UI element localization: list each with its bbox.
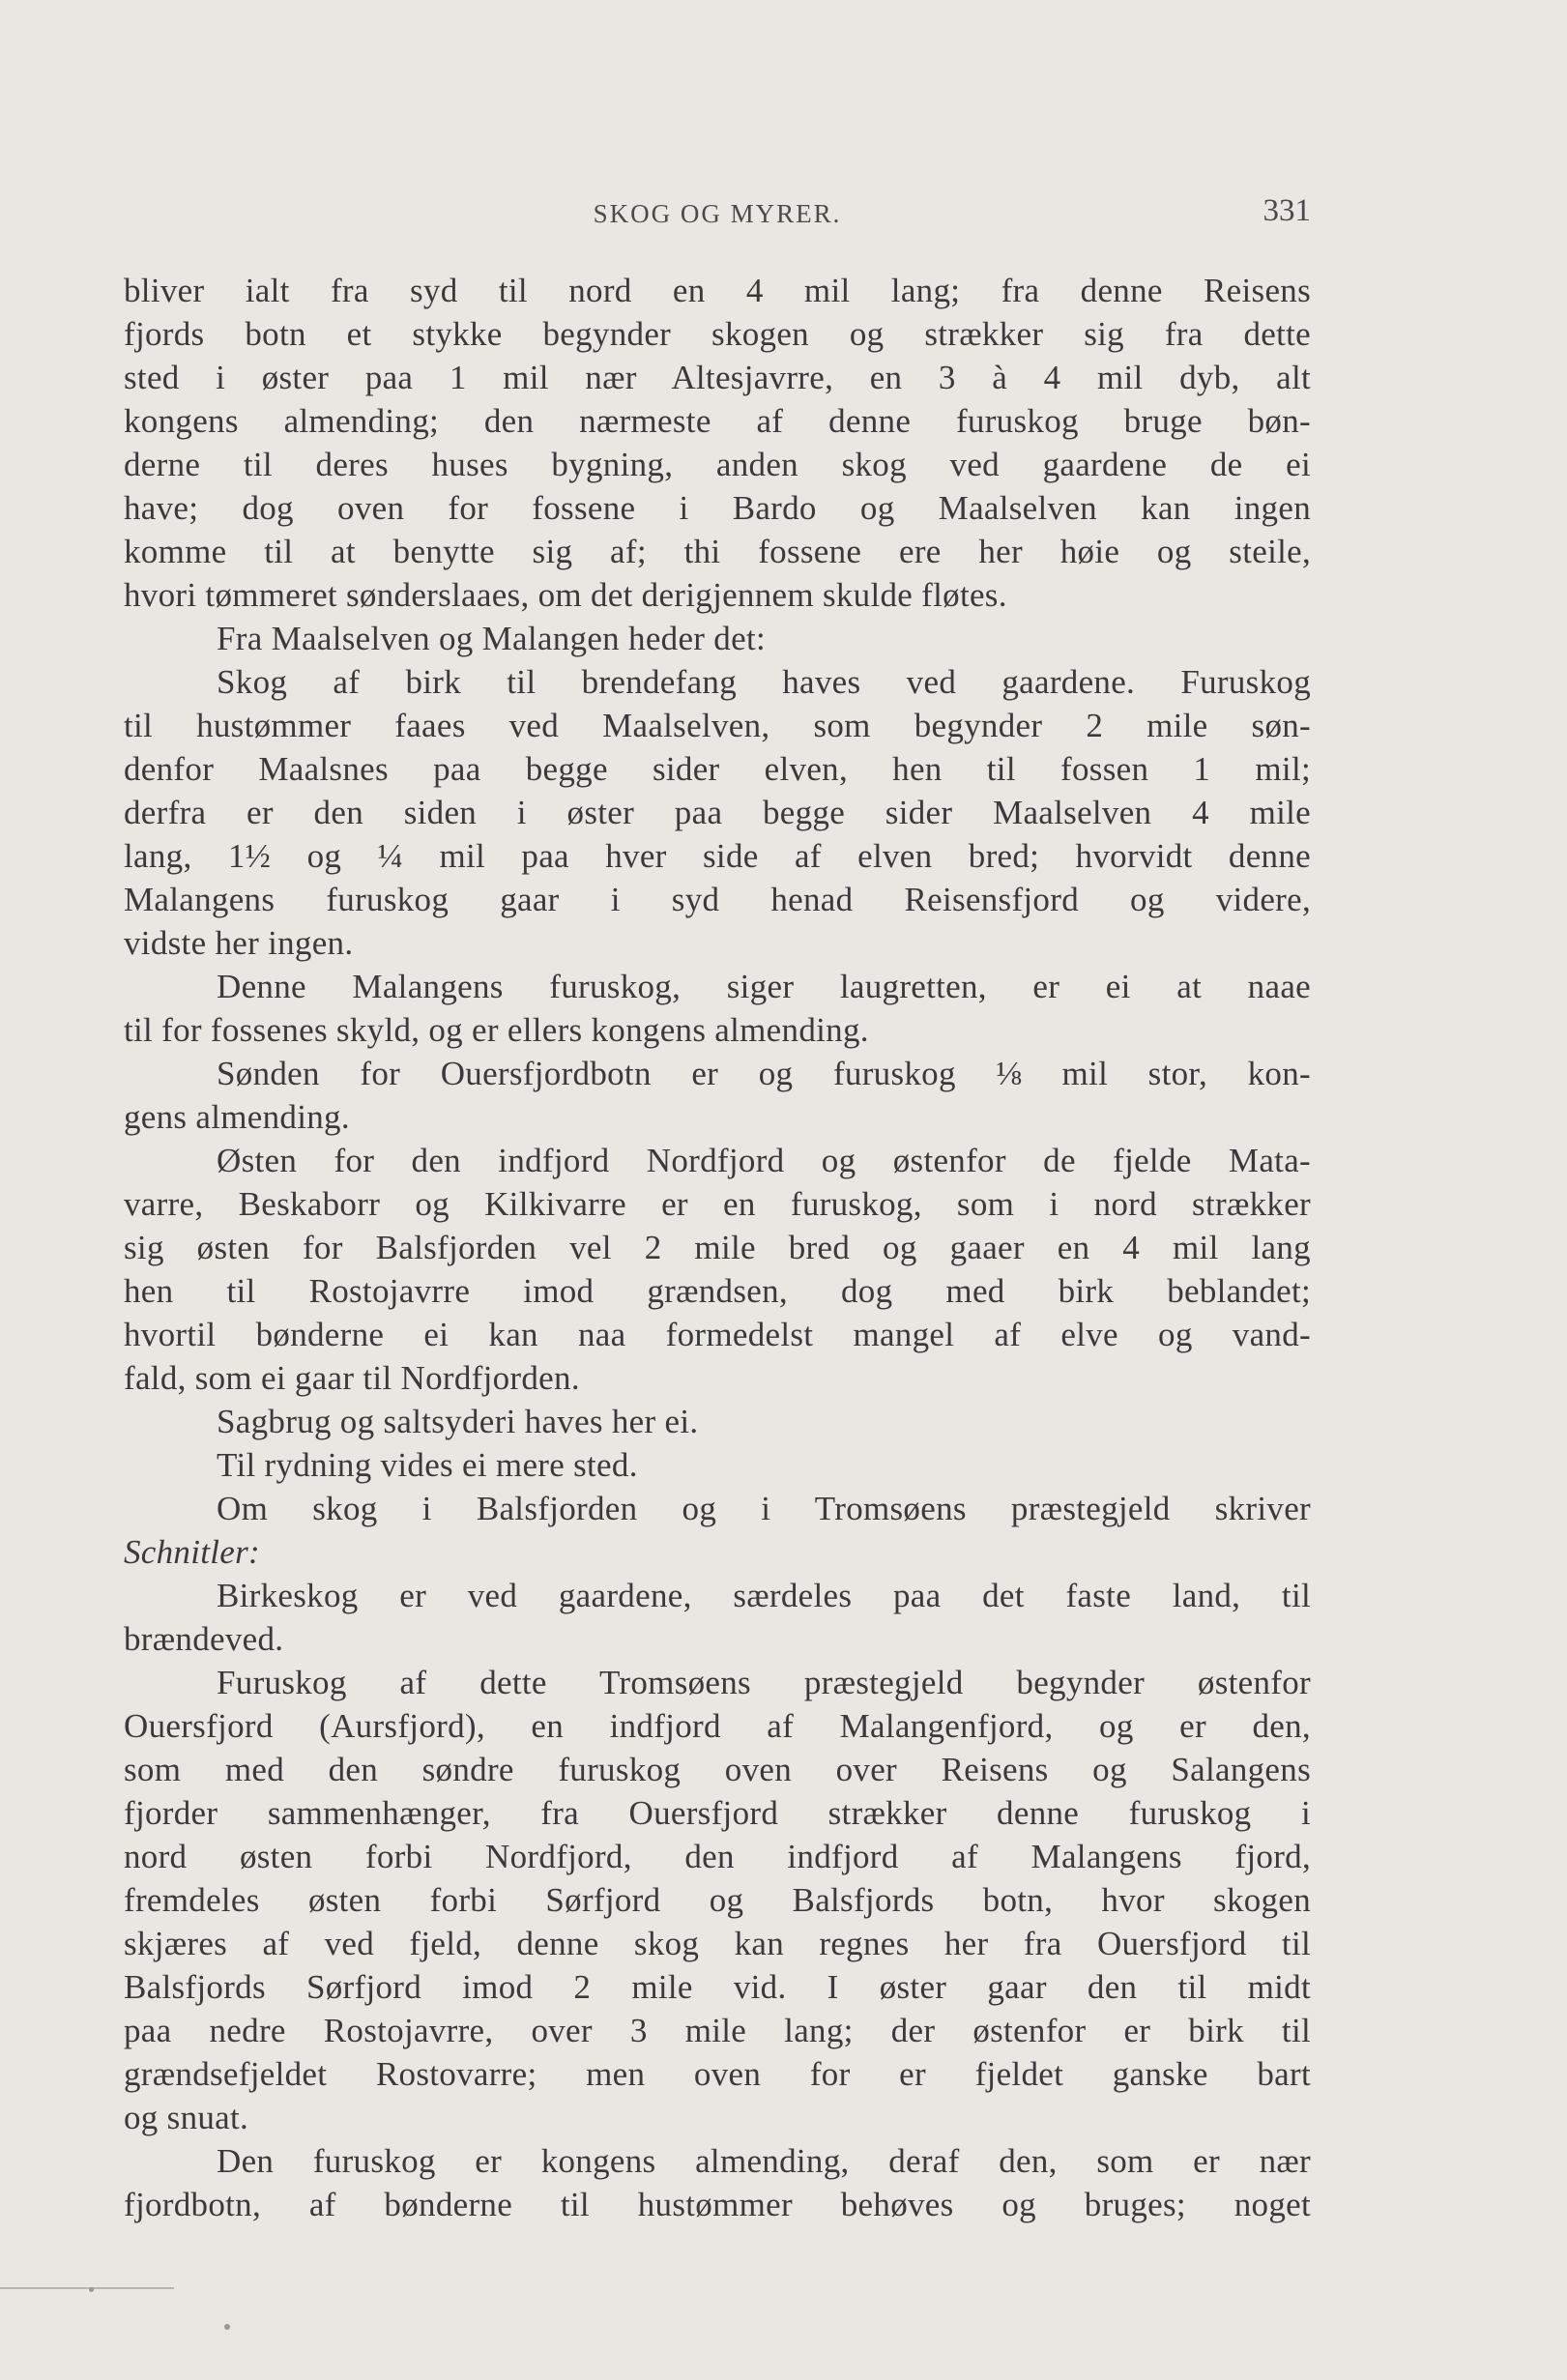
text-line: hen til Rostojavrre imod grændsen, dog med birk beblandet; [124,1272,1311,1310]
text-line: Sønden for Ouersfjordbotn er og furuskog ⅛ mil stor, kon- [217,1055,1311,1092]
text-line: hvori tømmeret sønderslaaes, om det derigjennem skulde fløtes. [124,576,1007,614]
text-line: derfra er den siden i øster paa begge sider Maalselven 4 mile [124,794,1311,831]
text-line: Furuskog af dette Tromsøens præstegjeld begynder østenfor [217,1664,1311,1701]
text-line: varre, Beskaborr og Kilkivarre er en furuskog, som i nord strækker [124,1185,1311,1223]
body-text [124,269,1311,2226]
text-line: lang, 1½ og ¼ mil paa hver side af elven bred; hvorvidt denne [124,837,1311,875]
author-name: Schnitler: [124,1533,261,1571]
text-line: paa nedre Rostojavrre, over 3 mile lang; der østenfor er birk til [124,2012,1311,2049]
text-line: sig østen for Balsfjorden vel 2 mile bred og gaaer en 4 mil lang [124,1229,1311,1266]
text-line: komme til at benytte sig af; thi fossene ere her høie og steile, [124,533,1311,570]
page-header [124,193,1311,244]
text-line: Skog af birk til brendefang haves ved gaardene. Furuskog [217,663,1311,701]
text-line: fjorder sammenhænger, fra Ouersfjord strækker denne furuskog i [124,1794,1311,1832]
running-title: SKOG OG MYRER. [593,199,842,228]
text-line: Malangens furuskog gaar i syd henad Reisensfjord og videre, [124,881,1311,918]
text-line: derne til deres huses bygning, anden skog ved gaardene de ei [124,446,1311,483]
text-line: Ouersfjord (Aursfjord), en indfjord af Malangenfjord, og er den, [124,1707,1311,1745]
text-line: Til rydning vides ei mere sted. [217,1446,638,1484]
text-line: vidste her ingen. [124,924,354,962]
text-line: til for fossenes skyld, og er ellers kongens almending. [124,1011,869,1049]
paper-speck [89,2287,94,2292]
text-line: skjæres af ved fjeld, denne skog kan regnes her fra Ouersfjord til [124,1925,1311,1962]
text-line: fremdeles østen forbi Sørfjord og Balsfjords botn, hvor skogen [124,1881,1311,1919]
text-line: kongens almending; den nærmeste af denne furuskog bruge bøn- [124,402,1311,440]
text-line: denfor Maalsnes paa begge sider elven, hen til fossen 1 mil; [124,750,1311,788]
text-line: hvortil bønderne ei kan naa formedelst mangel af elve og vand- [124,1316,1311,1353]
text-line: og snuat. [124,2099,249,2136]
text-line: fjords botn et stykke begynder skogen og strækker sig fra dette [124,315,1311,353]
text-line: Birkeskog er ved gaardene, særdeles paa det faste land, til [217,1577,1311,1614]
text-line: Denne Malangens furuskog, siger laugretten, er ei at naae [217,968,1311,1005]
text-line: brændeved. [124,1620,284,1658]
text-line: bliver ialt fra syd til nord en 4 mil lang; fra denne Reisens [124,272,1311,309]
text-line: Balsfjords Sørfjord imod 2 mile vid. I øster gaar den til midt [124,1968,1311,2006]
scan-edge-line [0,2287,174,2289]
text-line: sted i øster paa 1 mil nær Altesjavrre, en 3 à 4 mil dyb, alt [124,359,1311,396]
text-line: gens almending. [124,1098,350,1136]
text-line: fjordbotn, af bønderne til hustømmer behøves og bruges; noget [124,2186,1311,2223]
text-line: fald, som ei gaar til Nordfjorden. [124,1359,580,1397]
text-line: grændsefjeldet Rostovarre; men oven for er fjeldet ganske bart [124,2055,1311,2093]
text-line: som med den søndre furuskog oven over Reisens og Salangens [124,1751,1311,1788]
page-number: 331 [1262,193,1311,228]
text-line: Fra Maalselven og Malangen heder det: [217,620,766,657]
text-line: Østen for den indfjord Nordfjord og østenfor de fjelde Mata- [217,1142,1311,1179]
text-line: have; dog oven for fossene i Bardo og Maalselven kan ingen [124,489,1311,527]
text-line: Om skog i Balsfjorden og i Tromsøens præstegjeld skriver [217,1490,1311,1527]
text-line: til hustømmer faaes ved Maalselven, som begynder 2 mile søn- [124,707,1311,744]
paper-speck [224,2324,230,2330]
text-line: Den furuskog er kongens almending, deraf den, som er nær [217,2142,1311,2180]
text-line: Sagbrug og saltsyderi haves her ei. [217,1403,699,1440]
text-line: nord østen forbi Nordfjord, den indfjord af Malangens fjord, [124,1838,1311,1875]
